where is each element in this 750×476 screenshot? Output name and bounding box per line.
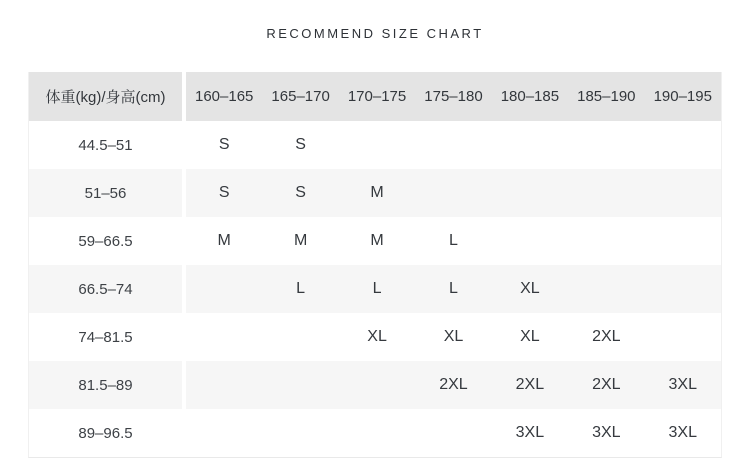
- size-cell: [568, 169, 644, 217]
- size-cell: L: [262, 265, 338, 313]
- header-cell-height-range: 190–195: [645, 72, 721, 121]
- size-cell: XL: [339, 313, 415, 361]
- size-cell: 3XL: [568, 409, 644, 457]
- size-cell: [415, 409, 491, 457]
- size-cell: [186, 265, 262, 313]
- size-cell: [186, 313, 262, 361]
- size-cell: S: [262, 121, 338, 169]
- size-cell: [492, 169, 568, 217]
- size-cell: S: [186, 169, 262, 217]
- size-cell: S: [186, 121, 262, 169]
- table-row: [29, 169, 721, 217]
- size-cell: [186, 409, 262, 457]
- size-cell: 3XL: [645, 361, 721, 409]
- size-cell: [645, 169, 721, 217]
- weight-range-cell: 74–81.5: [29, 313, 186, 361]
- size-cell: [186, 361, 262, 409]
- size-cell: [568, 265, 644, 313]
- size-chart-table: [28, 72, 722, 458]
- size-cell: XL: [492, 265, 568, 313]
- size-cell: [415, 169, 491, 217]
- size-cell: [645, 265, 721, 313]
- header-cell-height-range: 160–165: [186, 72, 262, 121]
- size-cell: [339, 409, 415, 457]
- table-row: [29, 361, 721, 409]
- size-cell: [492, 217, 568, 265]
- table-row: [29, 121, 721, 169]
- header-cell-weight-height: 体重(kg)/身高(cm): [29, 72, 186, 121]
- weight-range-cell: 51–56: [29, 169, 186, 217]
- header-cell-height-range: 170–175: [339, 72, 415, 121]
- size-cell: [568, 121, 644, 169]
- size-cell: [568, 217, 644, 265]
- size-cell: M: [262, 217, 338, 265]
- size-cell: [339, 361, 415, 409]
- weight-range-cell: 89–96.5: [29, 409, 186, 457]
- weight-range-cell: 81.5–89: [29, 361, 186, 409]
- size-cell: [339, 121, 415, 169]
- size-cell: M: [186, 217, 262, 265]
- header-cell-height-range: 175–180: [415, 72, 491, 121]
- header-cell-height-range: 165–170: [262, 72, 338, 121]
- size-cell: XL: [415, 313, 491, 361]
- size-cell: 2XL: [568, 313, 644, 361]
- size-cell: XL: [492, 313, 568, 361]
- size-cell: [262, 313, 338, 361]
- table-row: [29, 265, 721, 313]
- header-row: [29, 72, 721, 121]
- size-cell: [645, 121, 721, 169]
- size-cell: [262, 361, 338, 409]
- size-cell: 2XL: [492, 361, 568, 409]
- size-cell: [415, 121, 491, 169]
- size-cell: S: [262, 169, 338, 217]
- size-cell: L: [415, 217, 491, 265]
- size-cell: 2XL: [568, 361, 644, 409]
- table-row: [29, 217, 721, 265]
- header-cell-height-range: 185–190: [568, 72, 644, 121]
- size-cell: [645, 217, 721, 265]
- size-cell: M: [339, 169, 415, 217]
- size-cell: L: [339, 265, 415, 313]
- size-cell: M: [339, 217, 415, 265]
- size-cell: [645, 313, 721, 361]
- size-cell: 3XL: [492, 409, 568, 457]
- table-row: [29, 409, 721, 457]
- size-cell: [492, 121, 568, 169]
- weight-range-cell: 59–66.5: [29, 217, 186, 265]
- size-cell: L: [415, 265, 491, 313]
- size-cell: 3XL: [645, 409, 721, 457]
- size-cell: [262, 409, 338, 457]
- weight-range-cell: 66.5–74: [29, 265, 186, 313]
- header-cell-height-range: 180–185: [492, 72, 568, 121]
- size-cell: 2XL: [415, 361, 491, 409]
- page-title: RECOMMEND SIZE CHART: [266, 26, 484, 41]
- weight-range-cell: 44.5–51: [29, 121, 186, 169]
- table-row: [29, 313, 721, 361]
